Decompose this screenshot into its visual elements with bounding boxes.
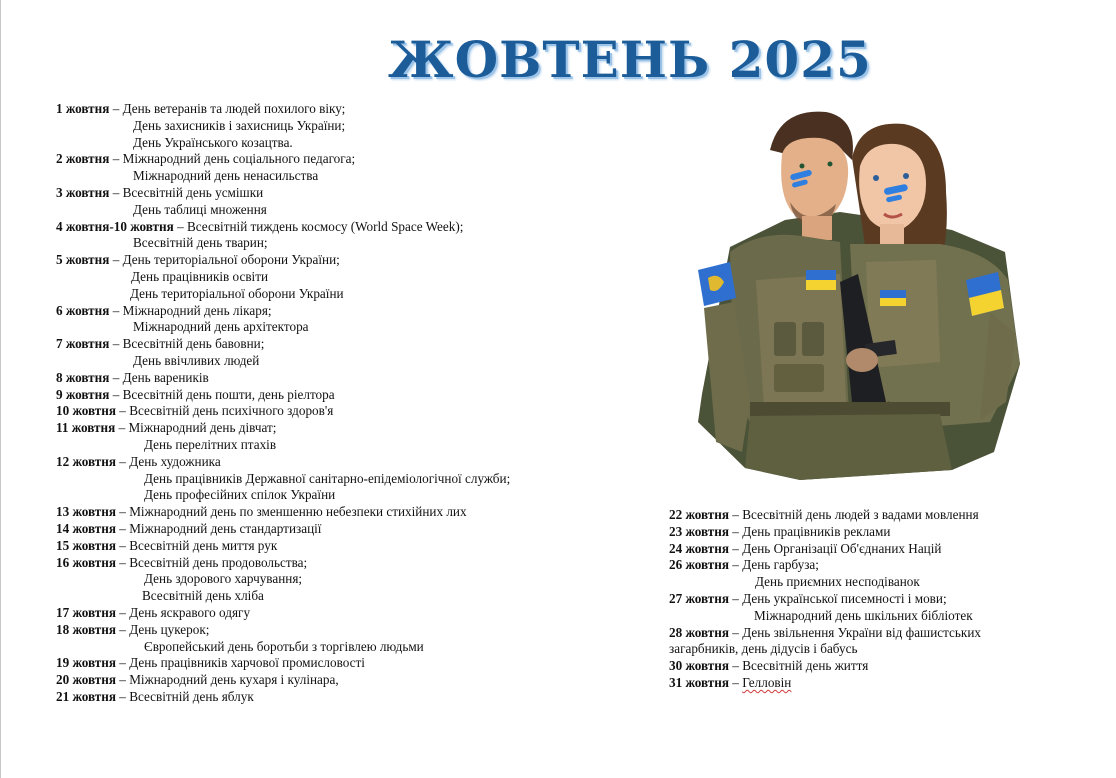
list-item: 6 жовтня – Міжнародний день лікаря; <box>56 302 272 318</box>
list-item: 2 жовтня – Міжнародний день соціального педагога; <box>56 151 356 167</box>
event-text: День територіальної оборони України <box>130 285 344 301</box>
list-item: 5 жовтня – День територіальної оборони України; <box>56 252 340 268</box>
event-text: День звільнення України від фашистських загарбників, день дідусів і бабусь <box>669 624 981 657</box>
event-date: 12 жовтня <box>56 453 116 469</box>
event-text: День ввічливих людей <box>133 352 260 368</box>
event-text: Всесвітній день психічного здоров'я <box>129 403 334 419</box>
event-date: 30 жовтня <box>669 658 729 674</box>
couple-of-ukrainian-soldiers-icon <box>690 102 1030 494</box>
list-item: 31 жовтня – Гелловін <box>669 674 792 690</box>
event-text: Всесвітній день бавовни; <box>122 336 265 352</box>
list-item: 26 жовтня – День гарбуза; <box>669 557 819 573</box>
event-text: День вареників <box>122 369 209 385</box>
event-date: 22 жовтня <box>669 507 729 522</box>
event-date: 28 жовтня <box>669 624 729 640</box>
list-item: 24 жовтня – День Організації Об'єднаних Націй <box>669 540 942 556</box>
list-item: 22 жовтня – Всесвітній день людей з вадами мовлення <box>669 507 979 522</box>
event-text: Всесвітній день яблук <box>129 688 254 704</box>
event-text: День професійних спілок України <box>144 487 336 503</box>
list-item: 15 жовтня – Всесвітній день миття рук <box>56 537 278 553</box>
list-item: 3 жовтня – Всесвітній день усмішки <box>56 184 264 200</box>
event-text: Всесвітній день пошти, день ріелтора <box>122 386 335 402</box>
list-item: 23 жовтня – День працівників реклами <box>669 523 891 539</box>
event-date: 24 жовтня <box>669 540 729 556</box>
event-date: 19 жовтня <box>56 655 116 671</box>
event-text: День працівників Державної санітарно-епідеміологічної служби; <box>144 470 511 486</box>
event-text: День ветеранів та людей похилого віку; <box>122 101 346 116</box>
event-date: 15 жовтня <box>56 537 116 553</box>
event-date: 31 жовтня <box>669 674 729 690</box>
list-item: 1 жовтня – День ветеранів та людей похилого віку; <box>56 101 346 116</box>
event-date: 1 жовтня <box>56 101 110 116</box>
event-text: Міжнародний день стандартизації <box>129 520 322 536</box>
event-date: 10 жовтня <box>56 403 116 419</box>
event-text: Міжнародний день шкільних бібліотек <box>754 607 973 623</box>
event-text: Всесвітній день миття рук <box>129 537 278 553</box>
event-text: День приємних несподіванок <box>755 574 920 590</box>
event-text: Гелловін <box>742 674 792 690</box>
list-item: 13 жовтня – Міжнародний день по зменшенню небезпеки стихійних лих <box>56 504 467 520</box>
list-item: 16 жовтня – Всесвітній день продовольства; <box>56 554 308 570</box>
event-text: День працівників реклами <box>742 523 891 539</box>
list-item: 12 жовтня – День художника <box>56 453 221 469</box>
event-text: Всесвітній день усмішки <box>122 184 264 200</box>
list-item: 11 жовтня – Міжнародний день дівчат; <box>56 420 277 436</box>
event-text: Всесвітній день людей з вадами мовлення <box>742 507 979 522</box>
event-text: Всесвітній день хліба <box>142 588 264 604</box>
event-text: Всесвітній тиждень космосу (World Space Week); <box>186 218 464 234</box>
list-item: 9 жовтня – Всесвітній день пошти, день ріелтора <box>56 386 335 402</box>
event-date: 3 жовтня <box>56 184 110 200</box>
event-text: Всесвітній день життя <box>742 658 869 674</box>
event-text: Міжнародний день лікаря; <box>122 302 272 318</box>
list-item: 21 жовтня – Всесвітній день яблук <box>56 688 254 704</box>
event-text: Всесвітній день продовольства; <box>129 554 308 570</box>
event-text: День здорового харчування; <box>144 571 303 587</box>
list-item: 20 жовтня – Міжнародний день кухаря і кулінара, <box>56 672 339 688</box>
event-date: 26 жовтня <box>669 557 729 573</box>
events-list-right <box>669 507 1089 692</box>
list-item: 28 жовтня – День звільнення України від фашистських загарбників, день дідусів і бабусь <box>669 624 981 657</box>
event-date: 23 жовтня <box>669 523 729 539</box>
event-date: 13 жовтня <box>56 504 116 520</box>
event-text: День української писемності і мови; <box>742 590 947 606</box>
list-item: 18 жовтня – День цукерок; <box>56 621 210 637</box>
event-text: День художника <box>129 453 221 469</box>
event-date: 7 жовтня <box>56 336 110 352</box>
event-text: День таблиці множення <box>133 201 267 217</box>
events-list-left <box>56 101 616 706</box>
event-date: 4 жовтня-10 жовтня <box>56 218 174 234</box>
event-date: 16 жовтня <box>56 554 116 570</box>
list-item: 8 жовтня – День вареників <box>56 369 209 385</box>
event-text: День територіальної оборони України; <box>122 252 340 268</box>
list-item: 4 жовтня-10 жовтня – Всесвітній тиждень космосу (World Space Week); <box>56 218 464 234</box>
event-date: 5 жовтня <box>56 252 110 268</box>
event-date: 18 жовтня <box>56 621 116 637</box>
event-text: Міжнародний день кухаря і кулінара, <box>129 672 339 688</box>
event-text: Міжнародний день ненасильства <box>133 168 319 184</box>
event-text: День Організації Об'єднаних Націй <box>742 540 942 556</box>
event-text: Міжнародний день соціального педагога; <box>122 151 356 167</box>
event-text: День цукерок; <box>129 621 210 637</box>
event-text: Міжнародний день по зменшенню небезпеки стихійних лих <box>129 504 467 520</box>
list-item: 19 жовтня – День працівників харчової промисловості <box>56 655 365 671</box>
list-item: 27 жовтня – День української писемності і мови; <box>669 590 947 606</box>
event-text: День гарбуза; <box>742 557 819 573</box>
event-text: День Українського козацтва. <box>133 134 293 150</box>
event-date: 20 жовтня <box>56 672 116 688</box>
list-item: 7 жовтня – Всесвітній день бавовни; <box>56 336 265 352</box>
list-item: 14 жовтня – Міжнародний день стандартизації <box>56 520 322 536</box>
event-text: День перелітних птахів <box>144 436 277 452</box>
event-date: 9 жовтня <box>56 386 110 402</box>
event-text: День захисників і захисниць України; <box>133 117 346 133</box>
event-text: День яскравого одягу <box>129 604 251 620</box>
event-date: 14 жовтня <box>56 520 116 536</box>
event-date: 21 жовтня <box>56 688 116 704</box>
event-date: 17 жовтня <box>56 604 116 620</box>
event-text: Міжнародний день архітектора <box>133 319 309 335</box>
event-text: Європейський день боротьби з торгівлею людьми <box>144 638 424 654</box>
list-item: 10 жовтня – Всесвітній день психічного здоров'я <box>56 403 334 419</box>
page-title: ЖОВТЕНЬ 2025 <box>388 30 872 89</box>
page-edge <box>0 0 1 778</box>
event-date: 2 жовтня <box>56 151 110 167</box>
event-text: День працівників харчової промисловості <box>129 655 365 671</box>
event-date: 11 жовтня <box>56 420 116 436</box>
event-date: 8 жовтня <box>56 369 110 385</box>
event-text: Всесвітній день тварин; <box>133 235 268 251</box>
event-text: Міжнародний день дівчат; <box>128 420 277 436</box>
list-item: 30 жовтня – Всесвітній день життя <box>669 658 869 674</box>
event-date: 27 жовтня <box>669 590 729 606</box>
list-item: 17 жовтня – День яскравого одягу <box>56 604 251 620</box>
event-text: День працівників освіти <box>131 268 269 284</box>
event-date: 6 жовтня <box>56 302 110 318</box>
